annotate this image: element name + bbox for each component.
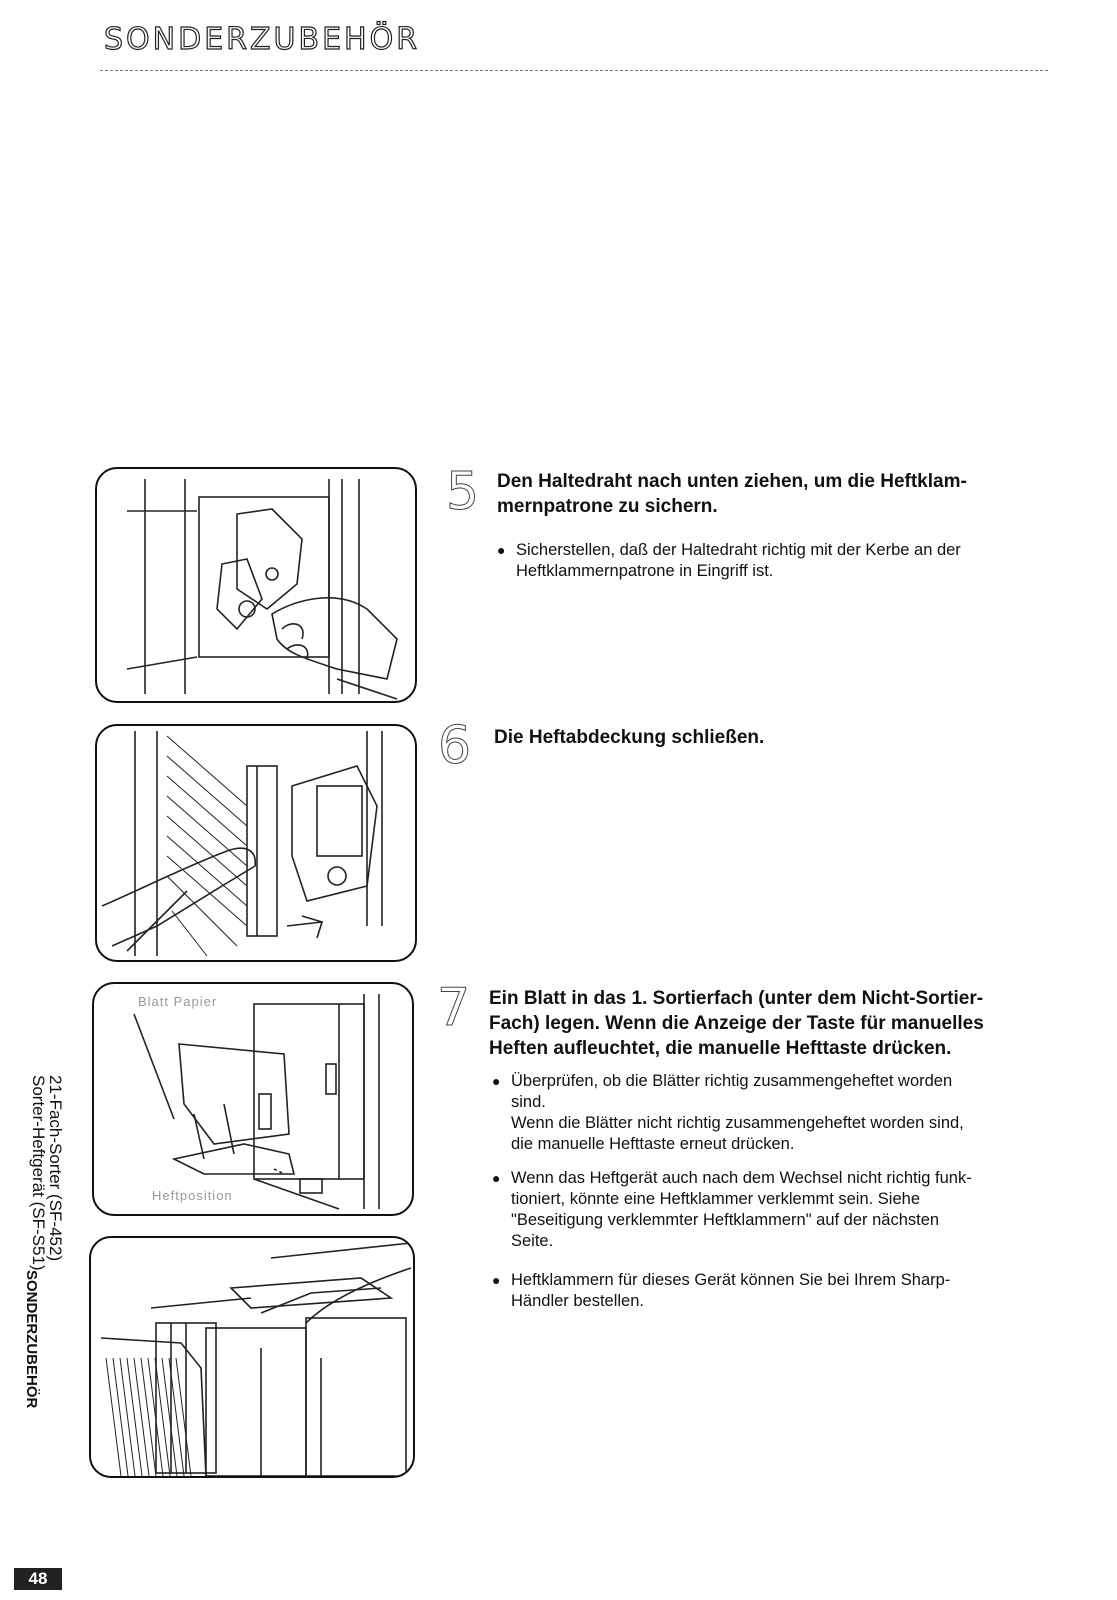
- figure-label-paper: Blatt Papier: [138, 994, 218, 1009]
- figure-step-7b: [89, 1236, 415, 1478]
- side-label-line-2: Sorter-Heftgerät (SF-S51): [29, 1075, 48, 1271]
- figure-step-6: [95, 724, 417, 962]
- header-rule: [100, 70, 1048, 71]
- side-label-line-1: 21-Fach-Sorter (SF-452): [46, 1075, 65, 1262]
- bullet-icon: ●: [492, 1272, 501, 1288]
- figure-step-7a: [92, 982, 414, 1216]
- step-7-bullet-1: ● Überprüfen, ob die Blätter richtig zusammengeheftet worden sind. Wenn die Blätter nicht richtig zusammengeheftet worden sind, die manuelle Hefttaste erneut drücken.: [492, 1072, 964, 1153]
- step-7-bullet-3: ● Heftklammern für dieses Gerät können Sie bei Ihrem Sharp- Händler bestellen.: [492, 1271, 951, 1310]
- figure-label-staple-position: Heftposition: [152, 1188, 233, 1203]
- page-number: 48: [14, 1568, 62, 1590]
- bullet-icon: ●: [492, 1170, 501, 1186]
- step-number-6: 6: [438, 716, 472, 776]
- step-7-title: Ein Blatt in das 1. Sortierfach (unter dem Nicht-Sortier- Fach) legen. Wenn die Anzeige der Taste für manuelles Heften aufleuchtet, die manuelle Hefttaste drücken.: [489, 988, 984, 1059]
- bullet-icon: ●: [492, 1073, 501, 1089]
- step-number-7: 7: [437, 978, 471, 1038]
- page-header-title: SONDERZUBEHÖR: [104, 22, 421, 57]
- step-5-title: Den Haltedraht nach unten ziehen, um die Heftklam- mernpatrone zu sichern.: [497, 471, 967, 517]
- step-number-5: 5: [446, 462, 480, 522]
- step-6-title: Die Heftabdeckung schließen.: [494, 727, 765, 748]
- step-5-bullet: ● Sicherstellen, daß der Haltedraht richtig mit der Kerbe an der Heftklammernpatrone in Eingriff ist.: [497, 541, 961, 580]
- step-7-bullet-2: ● Wenn das Heftgerät auch nach dem Wechsel nicht richtig funk- tioniert, könnte eine Heftklammer verklemmt sein. Siehe "Beseitigung verklemmter Heftklammern" auf der nächsten Seite.: [492, 1169, 972, 1250]
- figure-step-5: [95, 467, 417, 703]
- bullet-icon: ●: [497, 542, 506, 558]
- side-section-title: SONDERZUBEHÖR: [23, 1270, 40, 1409]
